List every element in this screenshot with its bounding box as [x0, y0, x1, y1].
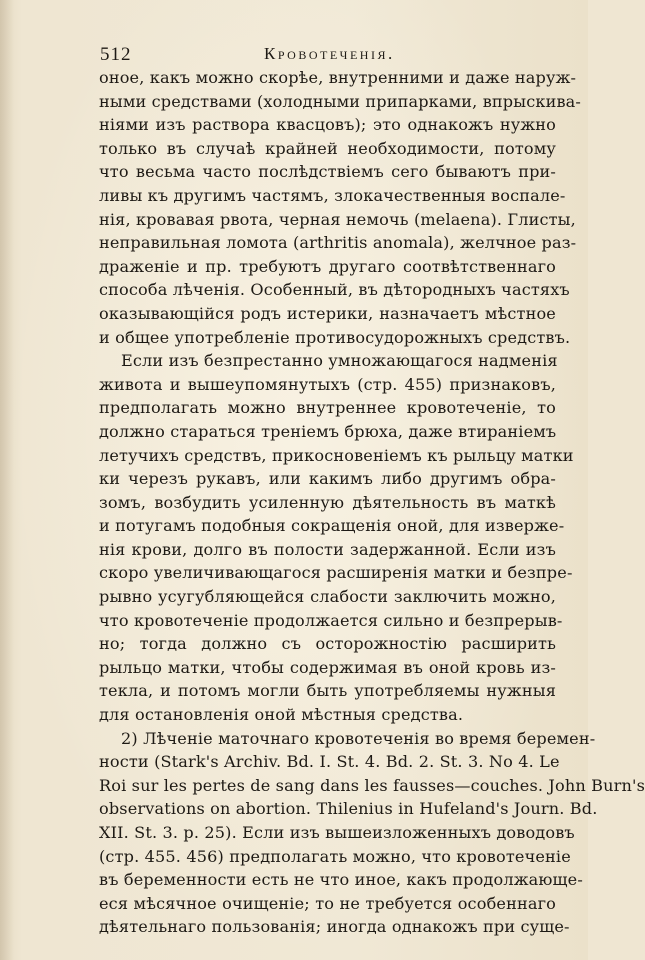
text-line: что кровотеченіе продолжается сильно и безпрерыв-: [99, 610, 563, 630]
text-line: (стр. 455. 456) предполагать можно, что кровотеченіе: [99, 846, 571, 866]
text-line: рывно усугубляющейся слабости заключить можно,: [99, 587, 556, 607]
text-line: ности (Stark's Archiv. Bd. I. St. 4. Bd. 2. St. 3. No 4. Le: [99, 752, 560, 772]
page-number: 512: [100, 44, 132, 65]
page-header: [98, 44, 548, 68]
text-line: драженіе и пр. требуютъ другаго соотвѣтственнаго: [99, 256, 556, 276]
text-line: нія, кровавая рвота, черная немочь (melaena). Глисты,: [99, 209, 576, 229]
text-line: живота и вышеупомянутыхъ (стр. 455) признаковъ,: [99, 374, 556, 394]
body-text: [99, 66, 645, 939]
text-line: Roi sur les pertes de sang dans les fausses—couches. John Burn's: [99, 775, 645, 795]
text-line: должно стараться треніемъ брюха, даже втираніемъ: [99, 421, 557, 441]
text-line: еся мѣсячное очищеніе; то не требуется особеннаго: [99, 893, 556, 913]
text-line: и общее употребленіе противосудорожныхъ средствъ.: [99, 327, 571, 347]
text-line: Если изъ безпрестанно умножающагося надменія: [121, 351, 558, 371]
text-line: оказывающійся родъ истерики, назначаетъ мѣстное: [99, 303, 556, 323]
text-line: летучихъ средствъ, прикосновеніемъ къ рыльцу матки: [99, 445, 574, 465]
text-line: зомъ, возбудить усиленную дѣятельность въ маткѣ: [99, 492, 556, 512]
text-line: оное, какъ можно скорѣе, внутренними и даже наруж-: [99, 68, 577, 87]
text-line: способа лѣченія. Особенный, въ дѣтородныхъ частяхъ: [99, 280, 570, 300]
text-line: но; тогда должно съ осторожностію расширить: [99, 634, 556, 654]
text-line: ніями изъ раствора квасцовъ); это однакожъ нужно: [99, 115, 556, 135]
text-line: неправильная ломота (arthritis anomala), желчное раз-: [99, 233, 577, 253]
binding-shadow: [0, 0, 14, 960]
text-line: только въ случаѣ крайней необходимости, потому: [99, 138, 556, 158]
text-line: предполагать можно внутреннее кровотеченіе, то: [99, 398, 556, 418]
text-line: текла, и потомъ могли быть употребляемы нужныя: [99, 681, 556, 701]
text-line: observations on abortion. Thilenius in Hufeland's Journ. Bd.: [99, 799, 598, 819]
text-line: ки черезъ рукавъ, или какимъ либо другимъ обра-: [99, 469, 556, 489]
text-line: и потугамъ подобныя сокращенія оной, для изверже-: [99, 516, 565, 536]
text-line: XII. St. 3. p. 25). Если изъ вышеизложенныхъ доводовъ: [99, 823, 575, 842]
running-head: Кровотеченія.: [264, 44, 395, 63]
text-line: ливы къ другимъ частямъ, злокачественныя воспале-: [99, 185, 566, 205]
text-line: рыльцо матки, чтобы содержимая въ оной кровь из-: [99, 657, 556, 677]
text-line: нія крови, долго въ полости задержанной. Если изъ: [99, 539, 556, 559]
text-line: дѣятельнаго пользованія; иногда однакожъ при суще-: [99, 917, 570, 937]
text-line: 2) Лѣченіе маточнаго кровотеченія во время беремен-: [121, 728, 596, 748]
text-line: что весьма часто послѣдствіемъ сего бываютъ при-: [99, 162, 556, 182]
text-line: для остановленія оной мѣстныя средства.: [99, 705, 464, 725]
text-line: скоро увеличивающагося расширенія матки и безпре-: [99, 563, 573, 583]
text-line: ными средствами (холодными припарками, впрыскива-: [99, 91, 581, 111]
text-line: въ беременности есть не что иное, какъ продолжающе-: [99, 870, 583, 890]
